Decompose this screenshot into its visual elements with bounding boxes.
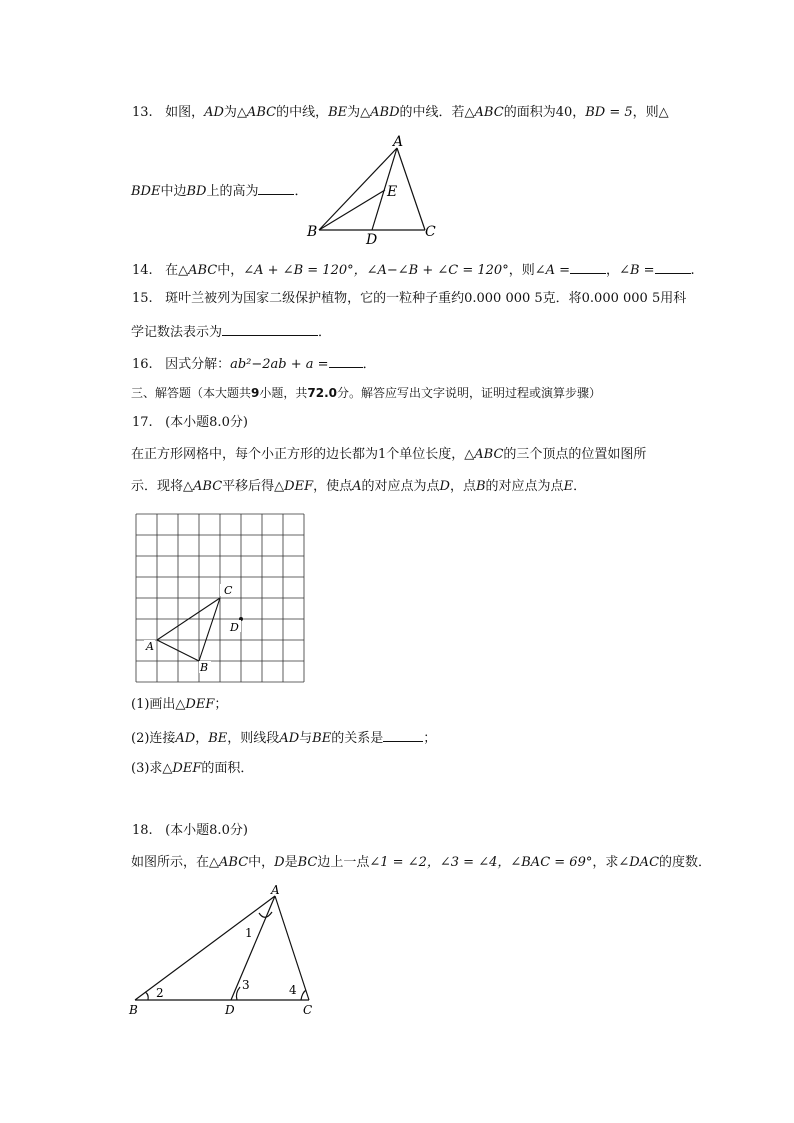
q18-angle-1: 1	[245, 926, 253, 940]
q18-angle-3: 3	[242, 978, 250, 992]
q13-label-E: E	[387, 184, 398, 200]
q17-sub1: (1)画出△DEF；	[131, 697, 228, 712]
q17-sub2: (2)连接AD，BE，则线段AD与BE的关系是 ；	[131, 728, 436, 748]
q13-label-A: A	[393, 134, 404, 150]
q17-label-D: D	[230, 621, 239, 634]
q17-answer-blank	[383, 728, 423, 742]
q14-line: 14. 在△ABC中，∠A + ∠B = 120°，∠A−∠B + ∠C = 120°，则∠A = ，∠B = .	[132, 260, 695, 280]
q13-answer-blank	[258, 181, 294, 195]
q18-angle-4: 4	[289, 983, 297, 997]
q18-header	[132, 822, 248, 840]
q18-number: 18.	[132, 823, 153, 838]
section3-heading: 三、解答题（本大题共9小题，共72.0分。解答应写出文字说明，证明过程或演算步骤）	[131, 386, 602, 400]
q13-triangle-figure	[305, 130, 445, 248]
q15-line2: 学记数法表示为 ．	[131, 322, 331, 342]
q13-label-B: B	[307, 224, 318, 240]
q17-label-A: A	[146, 640, 154, 653]
q16-number: 16.	[132, 357, 153, 372]
q18-label-D: D	[225, 1003, 235, 1017]
q18-score: (本小题8.0分)	[165, 823, 248, 838]
q17-label-C: C	[224, 584, 233, 597]
q14-answer-blank-b	[655, 260, 691, 274]
q17-grid-figure	[132, 510, 312, 686]
q13-line1: 13. 如图，AD为△ABC的中线，BE为△ABD的中线．若△ABC的面积为40，BD = 5，则△	[132, 105, 669, 120]
q15-number: 15.	[132, 291, 153, 306]
q16-answer-blank	[329, 354, 363, 368]
q18-label-B: B	[129, 1003, 138, 1017]
q13-number: 13.	[132, 105, 153, 120]
q17-sub3: (3)求△DEF的面积．	[131, 761, 254, 776]
q17-number: 17.	[132, 415, 153, 430]
q17-line2: 示．现将△ABC平移后得△DEF，使点A的对应点为点D，点B的对应点为点E．	[131, 479, 587, 494]
q13-label-D: D	[366, 232, 378, 248]
q14-answer-blank-a	[570, 260, 606, 274]
q17-line1: 在正方形网格中，每个小正方形的边长都为1个单位长度，△ABC的三个顶点的位置如图所	[131, 447, 647, 462]
q16-line: 16. 因式分解：ab²−2ab + a = ．	[132, 354, 376, 374]
q18-angle-2: 2	[156, 986, 164, 1000]
q14-number: 14.	[132, 263, 153, 278]
q13-line2: BDE中边BD上的高为 ．	[131, 181, 308, 201]
q15-answer-blank	[222, 322, 318, 336]
q15-line1: 15. 斑叶兰被列为国家二级保护植物，它的一粒种子重约0.000 000 5克．将0.000 000 5用科	[132, 291, 687, 306]
q18-label-C: C	[303, 1003, 313, 1017]
q18-line1: 如图所示，在△ABC中，D是BC边上一点∠1 = ∠2，∠3 = ∠4，∠BAC = 69°，求∠DAC的度数．	[131, 855, 712, 870]
q17-label-B: B	[200, 661, 209, 674]
q13-label-C: C	[425, 224, 436, 240]
q18-label-A: A	[271, 883, 280, 897]
q17-header	[132, 414, 248, 432]
q17-score: (本小题8.0分)	[165, 415, 248, 430]
q18-triangle-figure	[125, 882, 325, 1022]
